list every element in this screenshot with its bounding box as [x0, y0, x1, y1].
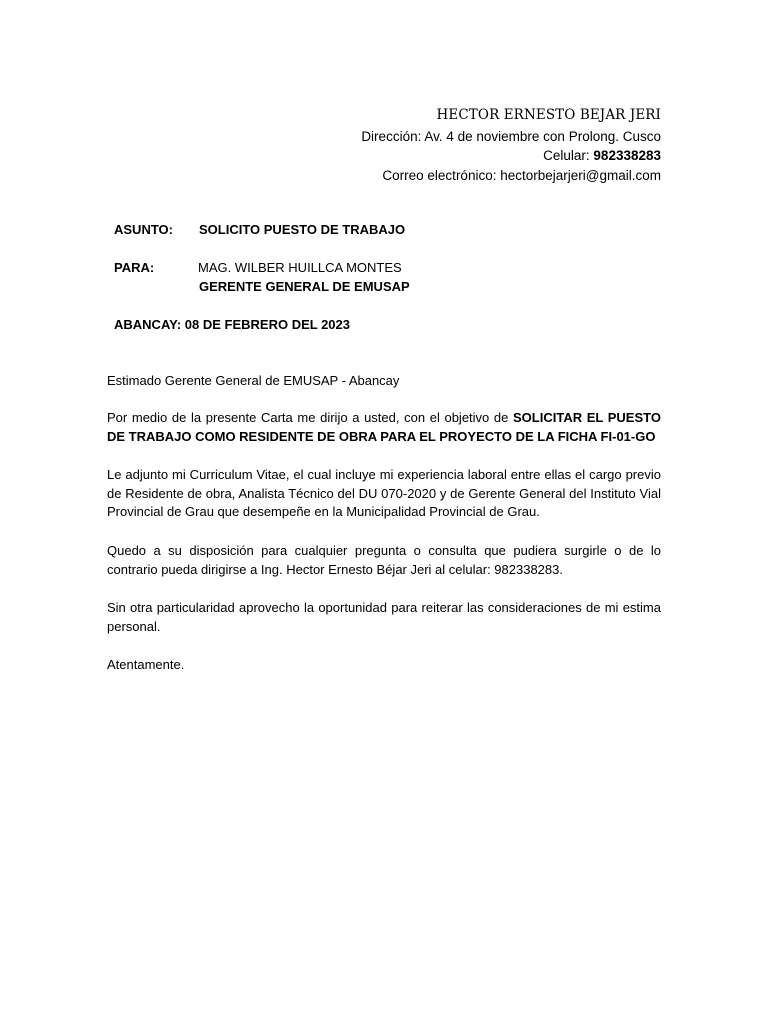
sender-name: HECTOR ERNESTO BEJAR JERI: [436, 107, 661, 123]
recipient-position: GERENTE GENERAL DE EMUSAP: [199, 279, 410, 294]
recipient-name: MAG. WILBER HUILLCA MONTES: [198, 260, 402, 275]
paragraph-request: [107, 409, 661, 446]
sender-header: [361, 106, 661, 185]
subject-line: [114, 220, 405, 239]
sender-phone: [361, 146, 661, 166]
availability-text: Quedo a su disposición para cualquier pregunta o consulta que pudiera surgirle o de lo contrario pueda dirigirse a Ing. Hector Ernesto Béjar Jeri al celular: 982338283.: [107, 543, 661, 577]
address-value: Av. 4 de noviembre con Prolong. Cusco: [424, 128, 661, 144]
cv-text: Le adjunto mi Curriculum Vitae, el cual incluye mi experiencia laboral entre ellas el cargo previo de Residente de obra, Analista Técnico del DU 070-2020 y de Gerente General del Instituto Vial Provincial de Grau que desempeñe en la Municipalidad Provincial de Grau.: [107, 467, 661, 520]
request-bold-text: SOLICITAR EL PUESTO DE TRABAJO COMO RESIDENTE DE OBRA PARA EL PROYECTO DE LA FICHA FI-01-GO: [107, 410, 661, 444]
greeting: Estimado Gerente General de EMUSAP - Abancay: [107, 373, 400, 388]
paragraph-availability: [107, 542, 661, 579]
phone-value: 982338283: [593, 148, 661, 163]
paragraph-cv: [107, 466, 661, 522]
date-line: ABANCAY: 08 DE FEBRERO DEL 2023: [114, 317, 350, 332]
email-value: hectorbejarjeri@gmail.com: [500, 167, 661, 183]
subject-value: SOLICITO PUESTO DE TRABAJO: [199, 222, 406, 237]
closing: Atentamente.: [107, 657, 185, 672]
address-label: Dirección:: [361, 128, 422, 144]
paragraph-regards: [107, 599, 661, 636]
phone-label: Celular:: [543, 148, 590, 163]
email-label: Correo electrónico:: [382, 167, 497, 183]
subject-label: ASUNTO:: [114, 222, 173, 237]
request-text: Por medio de la presente Carta me dirijo a usted, con el objetivo de: [107, 410, 509, 425]
sender-email: [361, 166, 661, 186]
recipient-block: [114, 258, 410, 296]
recipient-label: PARA:: [114, 260, 155, 275]
regards-text: Sin otra particularidad aprovecho la oportunidad para reiterar las consideraciones de mi estima personal.: [107, 600, 661, 634]
sender-address: [361, 127, 661, 147]
